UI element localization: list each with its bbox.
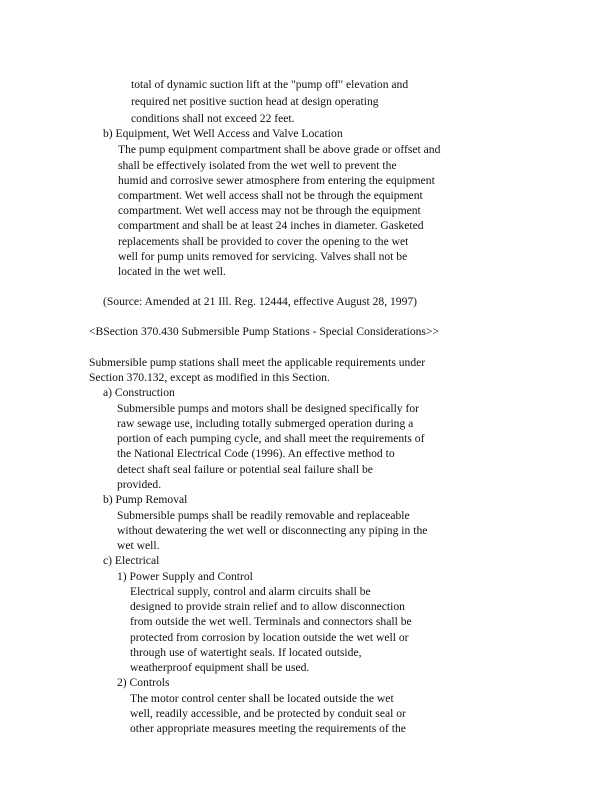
text-line: Submersible pumps and motors shall be designed specifically for — [117, 402, 420, 415]
text-line: shall be effectively isolated from the wet well to prevent the — [118, 159, 397, 172]
text-line: well, readily accessible, and be protected by conduit seal or — [130, 707, 406, 720]
text-line: the National Electrical Code (1996). An effective method to — [117, 447, 395, 460]
section-heading: <BSection 370.430 Submersible Pump Stations - Special Considerations>> — [89, 325, 440, 338]
text-line: Submersible pumps shall be readily removable and replaceable — [117, 509, 410, 522]
text-line: wet well. — [117, 539, 160, 552]
text-line: protected from corrosion by location outside the wet well or — [130, 631, 409, 644]
text-line: replacements shall be provided to cover the opening to the wet — [118, 235, 409, 248]
text-line: without dewatering the wet well or disconnecting any piping in the — [117, 524, 428, 537]
text-line: other appropriate measures meeting the requirements of the — [130, 722, 406, 735]
text-line: compartment and shall be at least 24 inches in diameter. Gasketed — [118, 219, 424, 232]
text-line: well for pump units removed for servicing. Valves shall not be — [118, 250, 408, 263]
text-line: weatherproof equipment shall be used. — [130, 661, 310, 674]
text-line: Electrical supply, control and alarm circuits shall be — [130, 585, 371, 598]
text-line: compartment. Wet well access shall not be through the equipment — [118, 189, 423, 202]
text-line: total of dynamic suction lift at the "pump off" elevation and — [131, 78, 409, 91]
text-line: raw sewage use, including totally submerged operation during a — [117, 417, 414, 430]
text-line: required net positive suction head at design operating — [131, 95, 379, 108]
text-line: Submersible pump stations shall meet the applicable requirements under — [89, 356, 426, 369]
text-line: compartment. Wet well access may not be through the equipment — [118, 204, 421, 217]
text-line: from outside the wet well. Terminals and connectors shall be — [130, 615, 412, 628]
subsubsection-heading: 2) Controls — [117, 676, 170, 689]
text-line: The motor control center shall be located outside the wet — [130, 692, 394, 705]
subsection-heading: a) Construction — [103, 386, 175, 399]
text-line: The pump equipment compartment shall be above grade or offset and — [118, 143, 441, 156]
text-line: designed to provide strain relief and to allow disconnection — [130, 600, 405, 613]
text-line: portion of each pumping cycle, and shall meet the requirements of — [117, 432, 425, 445]
subsection-heading: b) Equipment, Wet Well Access and Valve Location — [103, 127, 343, 140]
text-line: detect shaft seal failure or potential seal failure shall be — [117, 463, 373, 476]
text-line: humid and corrosive sewer atmosphere from entering the equipment — [118, 174, 435, 187]
subsubsection-heading: 1) Power Supply and Control — [117, 570, 253, 583]
text-line: provided. — [117, 478, 162, 491]
subsection-heading: c) Electrical — [103, 554, 160, 567]
text-line: Section 370.132, except as modified in this Section. — [89, 371, 330, 384]
text-line: through use of watertight seals. If located outside, — [130, 646, 362, 659]
text-line: conditions shall not exceed 22 feet. — [131, 112, 295, 125]
source-note: (Source: Amended at 21 Ill. Reg. 12444, effective August 28, 1997) — [103, 295, 418, 308]
subsection-heading: b) Pump Removal — [103, 493, 188, 506]
text-line: located in the wet well. — [118, 265, 226, 278]
